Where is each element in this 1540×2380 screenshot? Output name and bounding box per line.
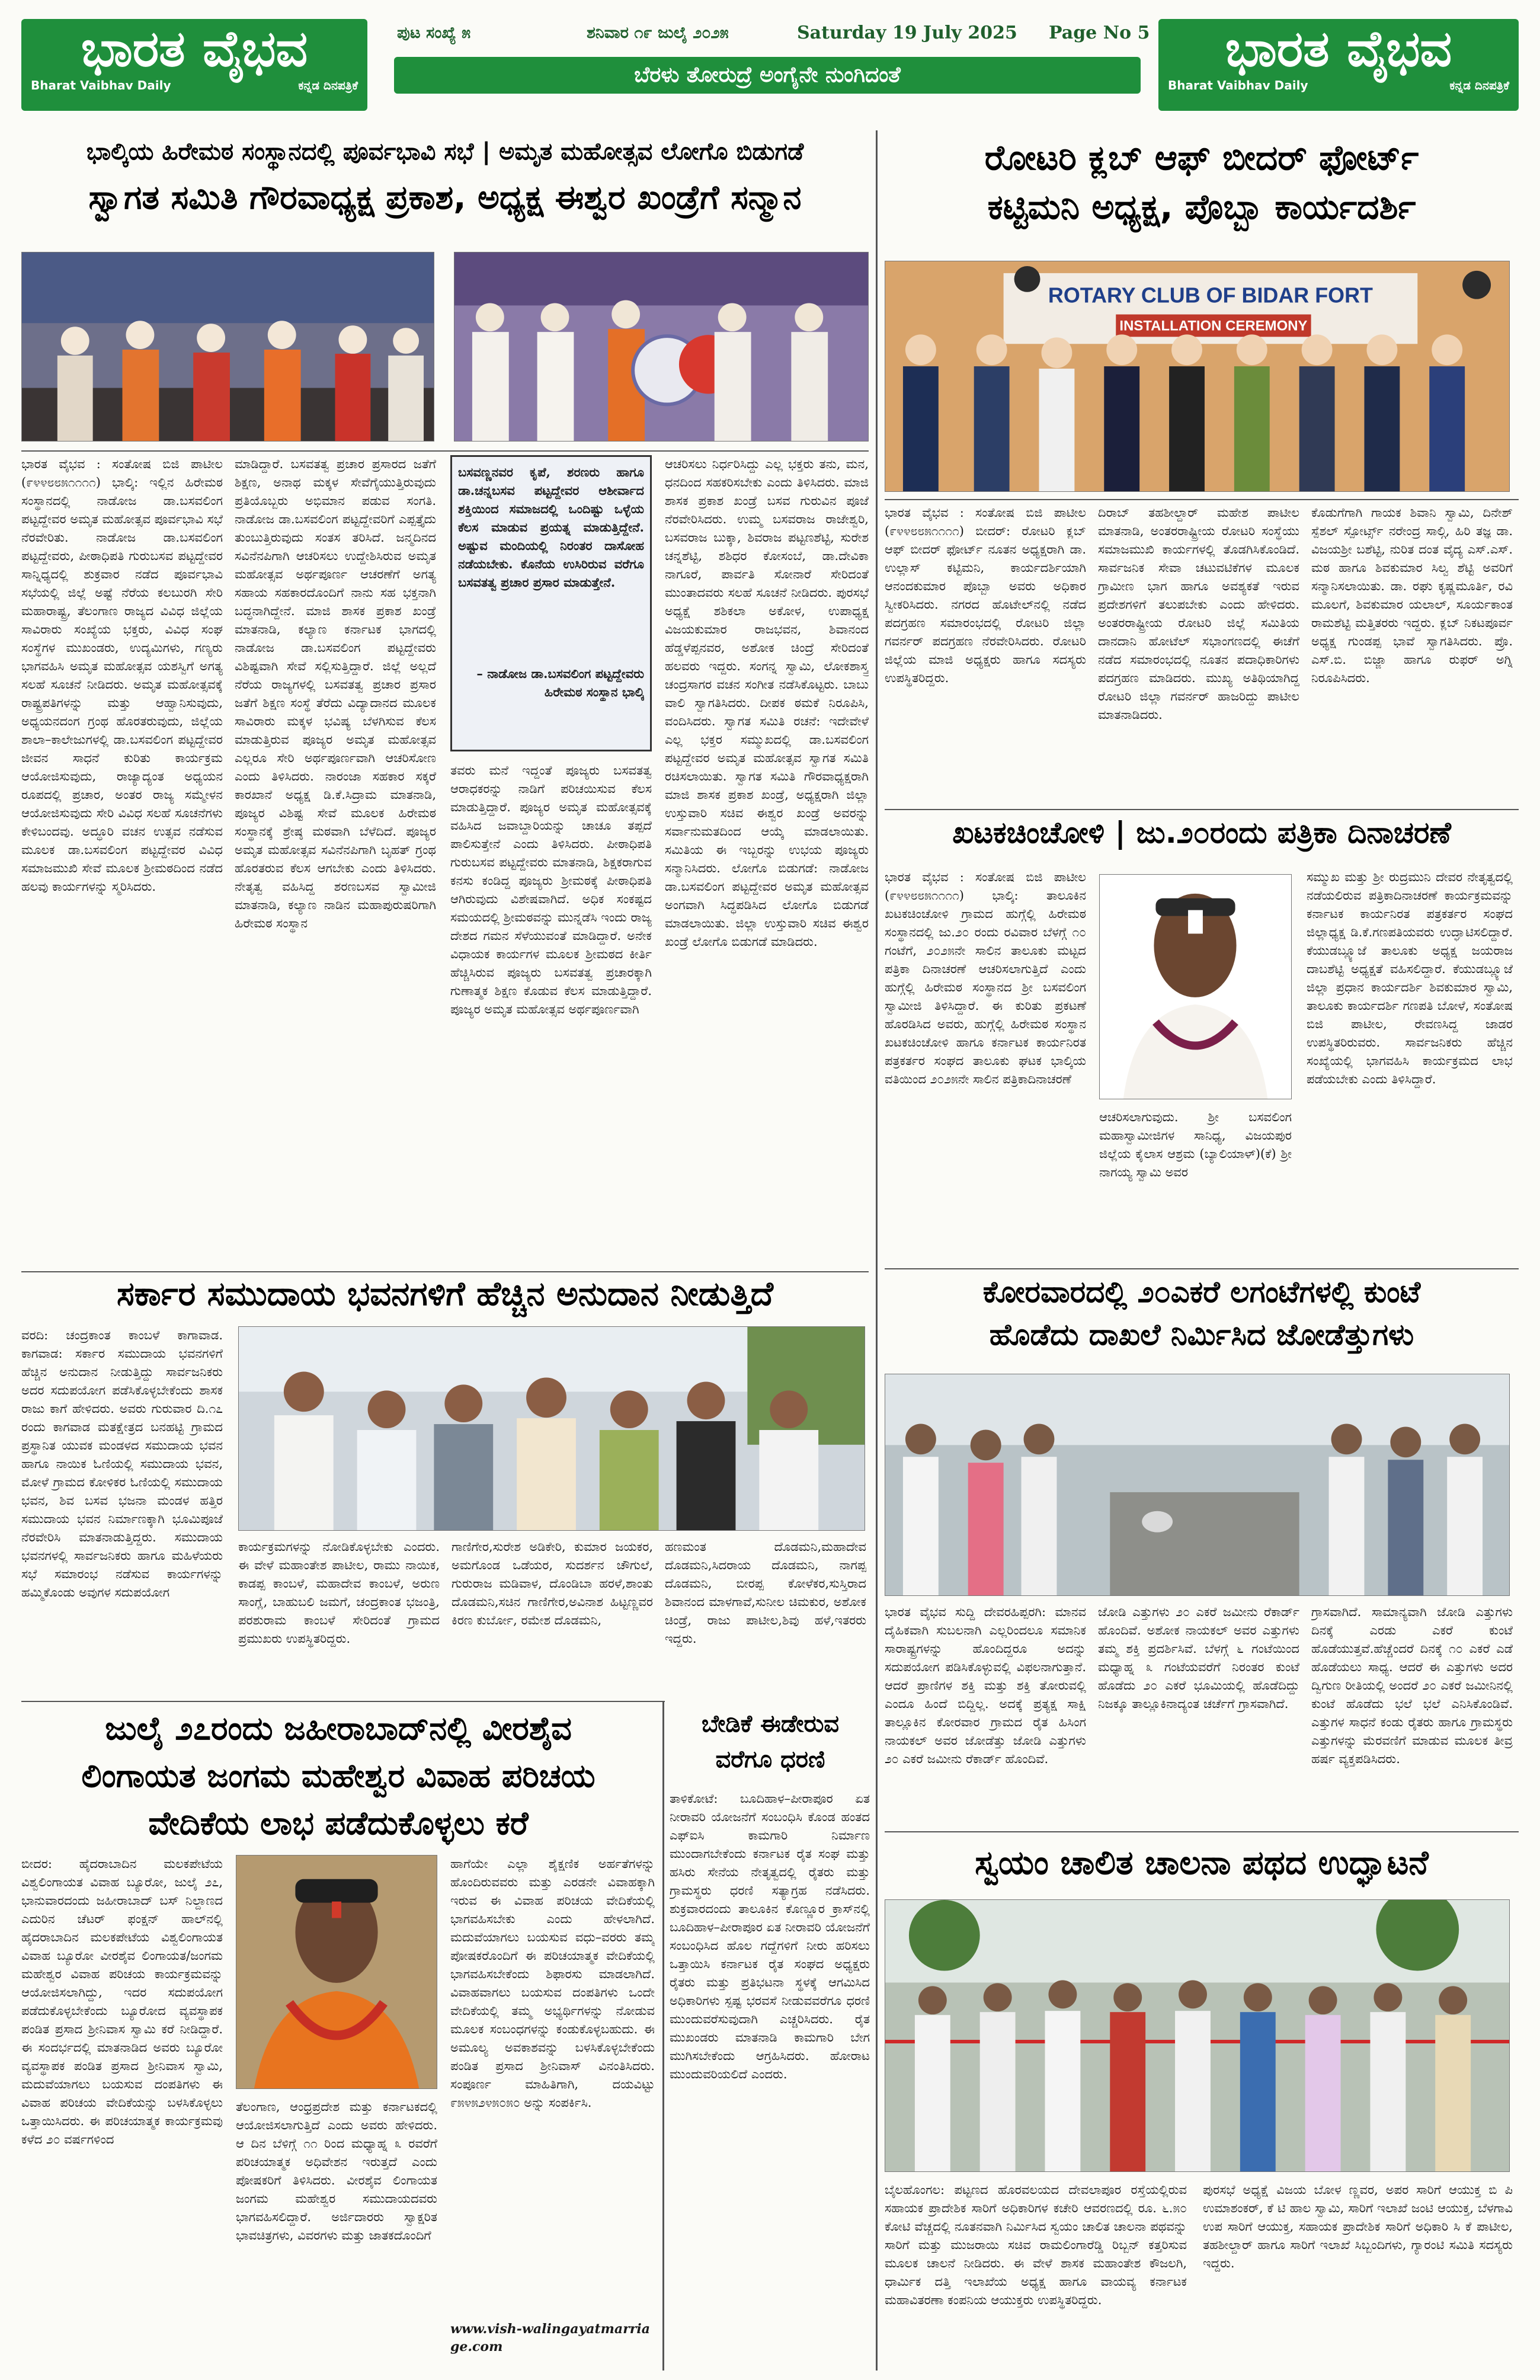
story4-col3: ಗಾಣಿಗೇರ,ಸುರೇಶ ಅಡಿಕೇರಿ, ಕುಮಾರ ಜಯಕರ, ಅಮಗೊಂಡ ಒಡೆಯರ, ಸುದರ್ಶನ ಚೌಗುಲೆ, ಗುರುರಾಜ ಮಡಿವಾಳ, ದೊಂಡಿಬಾ ಹರಳೆ,ಶಾಂತು ದೊಡಮನಿ,ಸಚಿನ ಗಾಣಿಗೇರ,ಅವಿನಾಶ ಹಿಟ್ಟಣ್ಣವರ ಕಿರಣ ಕುರ್ಬೋ, ರಮೇಶ ದೊಡಮನಿ, xyxy=(452,1540,653,1627)
story1-col2: ಮಾಡಿದ್ದಾರೆ. ಬಸವತತ್ವ ಪ್ರಚಾರ ಪ್ರಸಾರದ ಜತೆಗೆ ಶಿಕ್ಷಣ, ಅನಾಥ ಮಕ್ಕಳ ಸೇವೆಗೈಯುತ್ತಿರುವುದು ಪ್ರತಿಯೊಬ್ಬರು ಅಭಿಮಾನ ಪಡುವ ಸಂಗತಿ. ನಾಡೋಜ ಡಾ.ಬಸವಲಿಂಗ ಪಟ್ಟದ್ದೇವರಿಗೆ ಎಪ್ಪತ್ತೈದು ತುಂಬುತ್ತಿರುವುದು ಸಂತಸ ತರಿಸಿದೆ. ಜನ್ಮದಿನದ ಸವಿನೆನಪಿಗಾಗಿ ಆಚರಿಸಲು ಉದ್ದೇಶಿಸಿರುವ ಅಮೃತ ಮಹೋತ್ಸವ ಅರ್ಥಪೂರ್ಣ ಆಚರಣೆಗೆ ಅಗತ್ಯ ಸಹಾಯ ಸಹಕಾರದೊಂದಿಗೆ ನಾನು ಸಹ ಭಕ್ತನಾಗಿ ಬದ್ಧನಾಗಿದ್ದೇನೆ. ಮಾಜಿ ಶಾಸಕ ಪ್ರಕಾಶ ಖಂಡ್ರೆ ಮಾತನಾಡಿ, ಕಲ್ಯಾಣ ಕರ್ನಾಟಕ ಭಾಗದಲ್ಲಿ ನಾಡೋಜ ಡಾ.ಬಸವಲಿಂಗ ಪಟ್ಟದ್ದೇವರು ವಿಶಿಷ್ಟವಾಗಿ ಸೇವೆ ಸಲ್ಲಿಸುತ್ತಿದ್ದಾರೆ. ಜಿಲ್ಲೆ ಅಲ್ಲದೆ ನೆರೆಯ ರಾಜ್ಯಗಳಲ್ಲಿ ಬಸವತತ್ವ ಪ್ರಚಾರ ಪ್ರಸಾರ ಜತೆಗೆ ಶಿಕ್ಷಣ ಸಂಸ್ಥೆ ತೆರೆದು ವಿದ್ಯಾದಾನದ ಮೂಲಕ ಸಾವಿರಾರು ಮಕ್ಕಳ ಭವಿಷ್ಯ ಬೆಳಗಿಸುವ ಕೆಲಸ ಮಾಡುತ್ತಿರುವ ಪೂಜ್ಯರ ಅಮೃತ ಮಹೋತ್ಸವ ಎಲ್ಲರೂ ಸೇರಿ ಅರ್ಥಪೂರ್ಣವಾಗಿ ಆಚರಿಸೋಣ ಎಂದು ತಿಳಿಸಿದರು. ನಾರಂಜಾ ಸಹಕಾರ ಸಕ್ಕರೆ ಕಾರಖಾನೆ ಅಧ್ಯಕ್ಷ ಡಿ.ಕೆ.ಸಿದ್ರಾಮ ಮಾತನಾಡಿ, ಪೂಜ್ಯರ ವಿಶಿಷ್ಟ ಸೇವೆ ಮೂಲಕ ಹಿರೇಮಠ ಸಂಸ್ಥಾನಕ್ಕೆ ಶ್ರೇಷ್ಠ ಮಠವಾಗಿ ಬೆಳೆದಿದೆ. ಪೂಜ್ಯರ ಅಮೃತ ಮಹೋತ್ಸವ ಸವಿನೆನಪಿಗಾಗಿ ಬೃಹತ್ ಗ್ರಂಥ ಹೊರತರುವ ಕೆಲಸ ಆಗಬೇಕು ಎಂದು ತಿಳಿಸಿದರು. ನೇತೃತ್ವ ವಹಿಸಿದ್ದ ಶರಣಬಸವ ಸ್ವಾಮೀಜಿ ಮಾತನಾಡಿ, ಕಲ್ಯಾಣ ನಾಡಿನ ಮಹಾಪುರುಷರಿಗಾಗಿ ಹಿರೇಮಠ ಸಂಸ್ಥಾನ xyxy=(235,457,436,930)
issue-kannada-date: ಶನಿವಾರ ೧೯ ಜುಲೈ ೨೦೨೫ xyxy=(587,24,729,42)
story1-headline-1: ಭಾಲ್ಕಿಯ ಹಿರೇಮಠ ಸಂಸ್ಥಾನದಲ್ಲಿ ಪೂರ್ವಭಾವಿ ಸಭೆ | ಅಮೃತ ಮಹೋತ್ಸವ ಲೋಗೊ ಬಿಡುಗಡೆ xyxy=(86,138,804,165)
story7-divider xyxy=(662,1701,664,2371)
story3-headline: ಖಟಕಚಿಂಚೋಳಿ | ಜು.೨೦ರಂದು ಪತ್ರಿಕಾ ದಿನಾಚರಣೆ xyxy=(952,815,1451,850)
story4-headline: ಸರ್ಕಾರ ಸಮುದಾಯ ಭವನಗಳಿಗೆ ಹೆಚ್ಚಿನ ಅನುದಾನ ನೀಡುತ್ತಿದೆ xyxy=(116,1275,774,1313)
story8-col1: ಬೈಲಹೊಂಗಲ: ಪಟ್ಟಣದ ಹೊರವಲಯದ ದೇವಲಾಪೂರ ರಸ್ತೆಯಲ್ಲಿರುವ ಸಹಾಯಕ ಪ್ರಾದೇಶಿಕ ಸಾರಿಗೆ ಅಧಿಕಾರಿಗಳ ಕಚೇರಿ ಆವರಣದಲ್ಲಿ ರೂ. ೬.೫೦ ಕೋಟಿ ವೆಚ್ಚದಲ್ಲಿ ನೂತನವಾಗಿ ನಿರ್ಮಿಸಿದ ಸ್ವಯಂ ಚಾಲಿತ ಚಾಲನಾ ಪಥವನ್ನು ಸಾರಿಗೆ ಮತ್ತು ಮುಜರಾಯಿ ಸಚಿವ ರಾಮಲಿಂಗಾರೆಡ್ಡಿ ರಿಬ್ಬನ್ ಕತ್ತರಿಸುವ ಮೂಲಕ ಚಾಲನೆ ನೀಡಿದರು. ಈ ವೇಳೆ ಶಾಸಕ ಮಹಾಂತೇಶ ಕೌಜಲಗಿ, ಧಾರ್ಮಿಕ ದತ್ತಿ ಇಲಾಖೆಯ ಅಧ್ಯಕ್ಷ ಹಾಗೂ ವಾಯವ್ಯ ಕರ್ನಾಟಕ ಮಹಾವಿತರಣಾ ಕಂಪನಿಯ ಆಯುಕ್ತರು ಉಪಸ್ಥಿತರಿದ್ದರು. xyxy=(885,2183,1187,2307)
masthead-kannada-sub-right: ಕನ್ನಡ ದಿನಪತ್ರಿಕೆ xyxy=(1449,78,1509,92)
story1-photo-right xyxy=(454,252,869,442)
story2-headline-1: ರೋಟರಿ ಕ್ಲಬ್ ಆಫ್ ಬೀದರ್ ಫೋರ್ಟ್ xyxy=(984,137,1419,178)
story5-rule xyxy=(885,1268,1519,1269)
masthead-english-right: Bharat Vaibhav Daily xyxy=(1168,78,1308,92)
masthead-english: Bharat Vaibhav Daily xyxy=(31,78,171,92)
story4-col2: ಕಾರ್ಯಕ್ರಮಗಳನ್ನು ನೋಡಿಕೊಳ್ಳಬೇಕು ಎಂದರು. ಈ ವೇಳೆ ಮಹಾಂತೇಶ ಪಾಟೀಲ, ರಾಮು ನಾಯಿಕ, ಕಾಡಪ್ಪ ಕಾಂಬಳೆ, ಮಹಾದೇವ ಕಾಂಬಳೆ, ಅರುಣ ಸಾಂಗ್ಲೆ, ಬಾಹುಬಲಿ ಜಮಗೆ, ಚಂದ್ರಕಾಂತ ಭಜಂತ್ರಿ, ಪರಶುರಾಮ ಕಾಂಬಳೆ ಸೇರಿದಂತೆ ಗ್ರಾಮದ ಪ್ರಮುಖರು ಉಪಸ್ಥಿತರಿದ್ದರು. xyxy=(238,1540,440,1646)
masthead-right xyxy=(1158,19,1519,111)
story8-rule xyxy=(885,1831,1519,1832)
story4-photo xyxy=(238,1326,865,1531)
story1-col1: ಭಾರತ ವೈಭವ : ಸಂತೋಷ ಬಿಜಿ ಪಾಟೀಲ (೯೪೪೮೮೫೧೧೧೧) ಭಾಲ್ಕಿ: ಇಲ್ಲಿನ ಹಿರೇಮಠ ಸಂಸ್ಥಾನದಲ್ಲಿ ನಾಡೋಜ ಡಾ.ಬಸವಲಿಂಗ ಪಟ್ಟದ್ದೇವರ ಅಮೃತ ಮಹೋತ್ಸವ ಪೂರ್ವಭಾವಿ ಸಭೆ ನೆರವೇರಿತು. ನಾಡೋಜ ಡಾ.ಬಸವಲಿಂಗ ಪಟ್ಟದ್ದೇವರು, ಪೀಠಾಧಿಪತಿ ಗುರುಬಸವ ಪಟ್ಟದ್ದೇವರ ಸಾನ್ನಿಧ್ಯದಲ್ಲಿ ಶುಕ್ರವಾರ ನಡೆದ ಪೂರ್ವಭಾವಿ ಸಭೆಯಲ್ಲಿ ಜಿಲ್ಲೆ ಅಷ್ಟೆ ನೆರೆಯ ಕಲಬುರಗಿ ಸೇರಿ ಮಹಾರಾಷ್ಟ್ರ, ತೆಲಂಗಾಣ ರಾಜ್ಯದ ವಿವಿಧ ಜಿಲ್ಲೆಯ ಸಾವಿರಾರು ಸಂಖ್ಯೆಯ ಭಕ್ತರು, ವಿವಿಧ ಸಂಘ ಸಂಸ್ಥೆಗಳ ಮುಖಂಡರು, ಉದ್ಯಮಿಗಳು, ಗಣ್ಯರು ಭಾಗವಹಿಸಿ ಅಮೃತ ಮಹೋತ್ಸವ ಯಶಸ್ವಿಗೆ ಅಗತ್ಯ ಸಲಹೆ ಸೂಚನೆ ನೀಡಿದರು. ಅಮೃತ ಮಹೋತ್ಸವಕ್ಕೆ ರಾಷ್ಟ್ರಪತಿಗಳನ್ನು ಮತ್ತು ಆಹ್ವಾನಿಸುವುದು, ಅಧ್ಯಯನದಂಗ ಗ್ರಂಥ ಹೊರತರುವುದು, ಜಿಲ್ಲೆಯ ಶಾಲಾ–ಕಾಲೇಜುಗಳಲ್ಲಿ ಡಾ.ಬಸವಲಿಂಗ ಪಟ್ಟದ್ದೇವರ ಜೀವನ ಸಾಧನೆ ಕುರಿತು ಕಾರ್ಯಕ್ರಮ ಆಯೋಜಿಸುವುದು, ರಾಜ್ಯಾದ್ಯಂತ ಅಧ್ಯಯನ ರೂಪದಲ್ಲಿ ಪ್ರಚಾರ, ಅಂತರ ರಾಜ್ಯ ಸಮ್ಮೇಳನ ಆಯೋಜಿಸುವುದು ಸೇರಿ ವಿವಿಧ ಸಲಹೆ ಸೂಚನೆಗಳು ಕೇಳಿಬಂದವು. ಅದ್ಧೂರಿ ವಚನ ಉತ್ಸವ ನಡೆಸುವ ಮೂಲಕ ಡಾ.ಬಸವಲಿಂಗ ಪಟ್ಟದ್ದೇವರ ವಿವಿಧ ಸಮಾಜಮುಖಿ ಸೇವೆ ಮೂಲಕ ಶ್ರೀಮಠದಿಂದ ನಡೆದ ಹಲವು ಕಾರ್ಯಗಳನ್ನು ಸ್ಮರಿಸಿದರು. xyxy=(21,457,223,894)
story6-portrait xyxy=(236,1855,437,2089)
story5-headline-2: ಹೊಡೆದು ದಾಖಲೆ ನಿರ್ಮಿಸಿದ ಜೋಡೆತ್ತುಗಳು xyxy=(989,1317,1414,1352)
story6-website: www.vish-walingayatmarriage.com xyxy=(450,2321,650,2355)
story8-headline: ಸ್ವಯಂ ಚಾಲಿತ ಚಾಲನಾ ಪಥದ ಉದ್ಘಾಟನೆ xyxy=(975,1844,1429,1882)
story1-col4: ಆಚರಿಸಲು ನಿರ್ಧರಿಸಿದ್ದು ಎಲ್ಲ ಭಕ್ತರು ತನು, ಮನ, ಧನದಿಂದ ಸಹಕರಿಸಬೇಕು ಎಂದು ತಿಳಿಸಿದರು. ಮಾಜಿ ಶಾಸಕ ಪ್ರಕಾಶ ಖಂಡ್ರೆ ಬಸವ ಗುರುವಿನ ಪೂಜೆ ನೆರವೇರಿಸಿದರು. ಉಮ್ಮ ಬಸವರಾಜ ರಾಜೇಶ್ವರಿ, ಬಸವರಾಜ ಬುಕ್ಕಾ, ಶಿವರಾಜ ಪಟ್ಟಣಶೆಟ್ಟಿ, ಸುರೇಶ ಚನ್ನಶೆಟ್ಟಿ, ಶಶಿಧರ ಕೋಸಂಬೆ, ಡಾ.ದೇವಿಕಾ ನಾಗೂರೆ, ಪಾರ್ವತಿ ಸೋನಾರೆ ಸೇರಿದಂತೆ ಮುಂತಾದವರು ಸಲಹೆ ಸೂಚನೆ ನೀಡಿದರು. ಪುರಸಭೆ ಅಧ್ಯಕ್ಷೆ ಶಶಿಕಲಾ ಅಕೋಳ, ಉಪಾಧ್ಯಕ್ಷ ವಿಜಯಕುಮಾರ ರಾಜಭವನ, ಶಿವಾನಂದ ಹೆಡ್ಡಳೆಪ್ಪನವರ, ಅಶೋಕ ಚಿಂದ್ರೆ ಸೇರಿದಂತೆ ಹಲವರು ಇದ್ದರು. ಸಂಗನ್ನ ಸ್ವಾಮಿ, ಲೋಕಶಾಸ್ತ್ರ ಚಂದ್ರಸಾಗರ ವಚನ ಸಂಗೀತ ನಡೆಸಿಕೊಟ್ಟರು. ಬಾಬು ವಾಲಿ ಸ್ವಾಗತಿಸಿದರು. ದೀಪಕ ಠಮಕೆ ನಿರೂಪಿಸಿ, ವಂದಿಸಿದರು. ಸ್ವಾಗತ ಸಮಿತಿ ರಚನೆ: ಇದೇವೇಳೆ ಎಲ್ಲ ಭಕ್ತರ ಸಮ್ಮುಖದಲ್ಲಿ ಡಾ.ಬಸವಲಿಂಗ ಪಟ್ಟದ್ದೇವರ ಅಮೃತ ಮಹೋತ್ಸವ ಸ್ವಾಗತ ಸಮಿತಿ ರಚಿಸಲಾಯಿತು. ಸ್ವಾಗತ ಸಮಿತಿ ಗೌರವಾಧ್ಯಕ್ಷರಾಗಿ ಮಾಜಿ ಶಾಸಕ ಪ್ರಕಾಶ ಖಂಡ್ರೆ, ಅಧ್ಯಕ್ಷರಾಗಿ ಜಿಲ್ಲಾ ಉಸ್ತುವಾರಿ ಸಚಿವ ಈಶ್ವರ ಖಂಡ್ರೆ ಅವರನ್ನು ಸರ್ವಾನುಮತದಿಂದ ಆಯ್ಕೆ ಮಾಡಲಾಯಿತು. ಸಮಿತಿಯ ಈ ಇಬ್ಬರನ್ನು ಉಭಯ ಪೂಜ್ಯರು ಸನ್ಮಾನಿಸಿದರು. ಲೋಗೊ ಬಿಡುಗಡೆ: ನಾಡೋಜ ಡಾ.ಬಸವಲಿಂಗ ಪಟ್ಟದ್ದೇವರ ಅಮೃತ ಮಹೋತ್ಸವ ಅಂಗವಾಗಿ ಸಿದ್ಧಪಡಿಸಿದ ಲೋಗೊ ಬಿಡುಗಡೆ ಮಾಡಲಾಯಿತು. ಜಿಲ್ಲಾ ಉಸ್ತುವಾರಿ ಸಚಿವ ಈಶ್ವರ ಖಂಡ್ರೆ ಲೋಗೊ ಬಿಡುಗಡೆ ಮಾಡಿದರು. xyxy=(665,457,869,949)
story5-photo xyxy=(885,1374,1510,1596)
story3-col2-tail: ಆಚರಿಸಲಾಗುವುದು. ಶ್ರೀ ಬಸವಲಿಂಗ ಮಹಾಸ್ವಾಮೀಜಿಗಳ ಸಾನಿಧ್ಯ, ವಿಜಯಪುರ ಜಿಲ್ಲೆಯ ಕೈಲಾಸ ಆಶ್ರಮ (ಬ್ಯಾಲಿಯಾಳ್)(ಕೆ) ಶ್ರೀ ನಾಗಯ್ಯ ಸ್ವಾಮಿ ಅವರ xyxy=(1099,1110,1292,1179)
story5-col1: ಭಾರತ ವೈಭವ ಸುದ್ದಿ ದೇವರಹಿಪ್ಪರಗಿ: ಮಾನವ ದೈಹಿಕವಾಗಿ ಸುಬಲನಾಗಿ ಎಲ್ಲರಿಂದಲೂ ಸಮಾನಿಕ ಸಾರಾಷ್ಟ್ರಗಳನ್ನು ಹೊಂದಿದ್ದರೂ ಅದನ್ನು ಸದುಪಯೋಗ ಪಡಿಸಿಕೊಳ್ಳುವಲ್ಲಿ ವಿಫಲನಾಗುತ್ತಾನೆ. ಆದರೆ ಪ್ರಾಣಿಗಳ ಶಕ್ತಿ ಮತ್ತು ಶಕ್ತಿ ತೋರುವಲ್ಲಿ ಎಂದೂ ಹಿಂದೆ ಬಿದ್ದಿಲ್ಲ. ಅದಕ್ಕೆ ಪ್ರತ್ಯಕ್ಷ ಸಾಕ್ಷಿ ತಾಲ್ಲೂಕಿನ ಕೋರವಾರ ಗ್ರಾಮದ ರೈತ ಹಿಸಿಂಗ ನಾಯಕಲ್ ಅವರ ಜೋಡೆತ್ತು ಜೋಡಿ ಎತ್ತುಗಳು ೨೦ ಎಕರೆ ಜಮೀನು ರೆಕಾರ್ಡ್ ಹೊಂದಿವೆ. xyxy=(885,1605,1086,1766)
story7-headline-1: ಬೇಡಿಕೆ ಈಡೇರುವ xyxy=(701,1710,840,1738)
masthead-left xyxy=(21,19,367,111)
issue-volume: ಪುಟ ಸಂಖ್ಯೆ ೫ xyxy=(397,24,471,42)
issue-english-date: Saturday 19 July 2025 xyxy=(797,23,1017,43)
story4-rule xyxy=(21,1271,869,1272)
story6-headline-1: ಜುಲೈ ೨೭ರಂದು ಜಹೀರಾಬಾದ್‌ನಲ್ಲಿ ವೀರಶೈವ xyxy=(105,1710,572,1747)
story5-col3: ಗ್ರಾಸವಾಗಿದೆ. ಸಾಮಾನ್ಯವಾಗಿ ಜೋಡಿ ಎತ್ತುಗಳು ದಿನಕ್ಕೆ ಎರಡು ಎಕರೆ ಕುಂಟೆ ಹೊಡೆಯುತ್ತವೆ.ಹೆಚ್ಚೆಂದರೆ ದಿನಕ್ಕೆ ೧೦ ಎಕರೆ ಎಡೆ ಹೊಡೆಯಲು ಸಾಧ್ಯ. ಆದರೆ ಈ ಎತ್ತುಗಳು ಅದರ ದ್ವಿಗುಣ ರೀತಿಯಲ್ಲಿ ಅಂದರೆ ೨೦ ಎಕರೆ ಜಮೀನಿನಲ್ಲಿ ಕುಂಟೆ ಹೊಡೆದು ಭಲೆ ಭಲೆ ಎನಿಸಿಕೊಂಡಿವೆ. ಎತ್ತುಗಳ ಸಾಧನೆ ಕಂಡು ರೈತರು ಹಾಗೂ ಗ್ರಾಮಸ್ಥರು ಎತ್ತುಗಳನ್ನು ಮೆರವಣಿಗೆ ಮಾಡುವ ಮೂಲಕ ತೀವ್ರ ಹರ್ಷ ವ್ಯಕ್ತಪಡಿಸಿದರು. xyxy=(1311,1605,1513,1766)
story3-col3: ಸಮ್ಮುಖ ಮತ್ತು ಶ್ರೀ ರುದ್ರಮುನಿ ದೇವರ ನೇತೃತ್ವದಲ್ಲಿ ನಡೆಯಲಿರುವ ಪತ್ರಿಕಾದಿನಾಚರಣೆ ಕಾರ್ಯಕ್ರಮವನ್ನು ಕರ್ನಾಟಕ ಕಾರ್ಯನಿರತ ಪತ್ರಕರ್ತರ ಸಂಘದ ಜಿಲ್ಲಾಧ್ಯಕ್ಷ ಡಿ.ಕೆ.ಗಣಪತಿಯವರು ಉದ್ಘಾಟಿಸಲಿದ್ದಾರೆ. ಕೆಯುಡಬ್ಲ್ಯೂಜೆ ತಾಲೂಕು ಅಧ್ಯಕ್ಷ ಜಯರಾಜ ದಾಬಶೆಟ್ಟಿ ಅಧ್ಯಕ್ಷತೆ ವಹಿಸಲಿದ್ದಾರೆ. ಕೆಯುಡಬ್ಲ್ಯೂಜೆ ಜಿಲ್ಲಾ ಪ್ರಧಾನ ಕಾರ್ಯದರ್ಶಿ ಶಿವಕುಮಾರ ಸ್ವಾಮಿ, ತಾಲೂಕು ಕಾರ್ಯದರ್ಶಿ ಗಣಪತಿ ಬೋಳೆ, ಸಂತೋಷ ಬಿಜಿ ಪಾಟೀಲ, ರೇವಣಸಿದ್ದ ಜಾಡರ ಉಪಸ್ಥಿತರಿರುವರು. ಸಾರ್ವಜನಿಕರು ಹೆಚ್ಚಿನ ಸಂಖ್ಯೆಯಲ್ಲಿ ಭಾಗವಹಿಸಿ ಕಾರ್ಯಕ್ರಮದ ಲಾಭ ಪಡೆಯಬೇಕು ಎಂದು ತಿಳಿಸಿದ್ದಾರೆ. xyxy=(1307,870,1513,1086)
story6-col1: ಬೀದರ: ಹೈದರಾಬಾದಿನ ಮಲಕಪೇಟೆಯ ವಿಶ್ವಲಿಂಗಾಯತ ವಿವಾಹ ಬ್ಯೂರೋ, ಜುಲೈ ೨೭, ಭಾನುವಾರದಂದು ಜಹೀರಾಬಾದ್ ಬಸ್ ನಿಲ್ದಾಣದ ಎದುರಿನ ಚೆಟರ್ ಫಂಕ್ಷನ್ ಹಾಲ್‌ನಲ್ಲಿ ಹೈದರಾಬಾದಿನ ಮಲಕಪೇಟೆಯ ವಿಶ್ವಲಿಂಗಾಯತ ವಿವಾಹ ಬ್ಯೂರೋ ವೀರಶೈವ ಲಿಂಗಾಯತ/ಜಂಗಮ ಮಹೇಶ್ವರ ವಿವಾಹ ಪರಿಚಯ ಕಾರ್ಯಕ್ರಮವನ್ನು ಆಯೋಜಿಸಲಾಗಿದ್ದು, ಇದರ ಸದುಪಯೋಗ ಪಡೆದುಕೊಳ್ಳಬೇಕೆಂದು ಬ್ಯೂರೋದ ವ್ಯವಸ್ಥಾಪಕ ಪಂಡಿತ ಪ್ರಸಾದ ಶ್ರೀನಿವಾಸ ಸ್ವಾಮಿ ಕರೆ ನೀಡಿದ್ದಾರೆ. ಈ ಸಂದರ್ಭದಲ್ಲಿ ಮಾತನಾಡಿದ ಅವರು ಬ್ಯೂರೋ ವ್ಯವಸ್ಥಾಪಕ ಪಂಡಿತ ಪ್ರಸಾದ ಶ್ರೀನಿವಾಸ ಸ್ವಾಮಿ, ಮದುವೆಯಾಗಲು ಬಯಸುವ ದಂಪತಿಗಳು ಈ ವಿವಾಹ ಪರಿಚಯ ವೇದಿಕೆಯನ್ನು ಬಳಸಿಕೊಳ್ಳಲು ಒತ್ತಾಯಿಸಿದರು. ಈ ಪರಿಚಯಾತ್ಮಕ ಕಾರ್ಯಕ್ರಮವು ಕಳೆದ ೨೦ ವರ್ಷಗಳಿಂದ xyxy=(21,1857,223,2147)
story4-col4: ಹಣಮಂತ ದೊಡಮನಿ,ಮಹಾದೇವ ದೊಡಮನಿ,ಸಿದರಾಯ ದೊಡಮನಿ, ನಾಗಪ್ಪ ದೊಡಮನಿ, ಬೀರಪ್ಪ ಕೋಳೆಕರ,ಸುಸ್ತಿರಾದ ಶಿವಾನಂದ ಮಾಳಗಾವೆ,ಸುನೀಲ ಚಿಮಕುರ, ಅಶೋಕ ಚಿಂಡ್ರೆ, ರಾಜು ಪಾಟೀಲ,ಶಿವು ಹಳೆ,ಇತರರು ಇದ್ದರು. xyxy=(665,1540,866,1646)
story6-rule xyxy=(21,1701,665,1702)
story2-col2: ದಿರಾಬ್ ತಹಶೀಲ್ದಾರ್ ಮಹೇಶ ಪಾಟೀಲ ಮಾತನಾಡಿ, ಅಂತರರಾಷ್ಟ್ರೀಯ ರೋಟರಿ ಸಂಸ್ಥೆಯು ಸಮಾಜಮುಖಿ ಕಾರ್ಯಗಳಲ್ಲಿ ತೊಡಗಿಸಿಕೊಂಡಿದೆ. ಸಾರ್ವಜನಿಕ ಸೇವಾ ಚಟುವಟಿಕೆಗಳ ಮೂಲಕ ಗ್ರಾಮೀಣ ಭಾಗ ಹಾಗೂ ಅವಶ್ಯಕತೆ ಇರುವ ಪ್ರದೇಶಗಳಿಗೆ ತಲುಪಬೇಕು ಎಂದು ಹೇಳಿದರು. ಅಂತರರಾಷ್ಟ್ರೀಯ ರೋಟರಿ ಜಿಲ್ಲೆ ಸಮಿತಿಯ ದಾನದಾನಿ ಹೋಟೆಲ್ ಸಭಾಂಗಣದಲ್ಲಿ ಈಚೆಗೆ ನಡೆದ ಸಮಾರಂಭದಲ್ಲಿ ನೂತನ ಪದಾಧಿಕಾರಿಗಳು ಪದಗ್ರಹಣ ಮಾಡಿದರು. ಮುಖ್ಯ ಅತಿಥಿಯಾಗಿದ್ದ ರೋಟರಿ ಜಿಲ್ಲಾ ಗವರ್ನರ್ ಹಾಜರಿದ್ದು ಪಾಟೀಲ ಮಾತನಾಡಿದರು. xyxy=(1098,506,1299,722)
story2-banner-text: ROTARY CLUB OF BIDAR FORT xyxy=(1048,283,1373,308)
story1-quote-text: ಬಸವಣ್ಣನವರ ಕೃಪೆ, ಶರಣರು ಹಾಗೂ ಡಾ.ಚನ್ನಬಸವ ಪಟ್ಟದ್ದೇವರ ಆಶೀರ್ವಾದ ಶಕ್ತಿಯಿಂದ ಸಮಾಜದಲ್ಲಿ ಒಂದಿಷ್ಟು ಒಳ್ಳೆಯ ಕೆಲಸ ಮಾಡುವ ಪ್ರಯತ್ನ ಮಾಡುತ್ತಿದ್ದೇನೆ. ಅಷ್ಟುವ ಮಂದಿಯಲ್ಲಿ ನಿರಂತರ ದಾಸೋಹ ನಡೆಯಬೇಕು. ಕೊನೆಯ ಉಸಿರಿರುವ ವರೆಗೂ ಬಸವತತ್ವ ಪ್ರಚಾರ ಪ್ರಸಾರ ಮಾಡುತ್ತೇನೆ. xyxy=(458,465,644,590)
story2-banner-sub: INSTALLATION CEREMONY xyxy=(1119,318,1308,334)
tagline-bar: ಬೆರಳು ತೋರುದ್ರೆ ಅಂಗೈನೇ ನುಂಗಿದಂತೆ xyxy=(394,57,1141,94)
vertical-divider xyxy=(876,130,878,2371)
story7-headline-2: ವರೆಗೂ ಧರಣಿ xyxy=(715,1746,825,1773)
story1-quote-byline: – ನಾಡೋಜ ಡಾ.ಬಸವಲಿಂಗ ಪಟ್ಟದ್ದೇವರು ಹಿರೇಮಠ ಸಂಸ್ಥಾನ ಭಾಲ್ಕಿ xyxy=(476,666,644,699)
story2-photo xyxy=(885,261,1510,492)
story5-col2: ಜೋಡಿ ಎತ್ತುಗಳು ೨೦ ಎಕರೆ ಜಮೀನು ರೆಕಾರ್ಡ್ ಹೊಂದಿವೆ. ಅಶೋಕ ನಾಯಕಲ್ ಅವರ ಎತ್ತುಗಳು ತಮ್ಮ ಶಕ್ತಿ ಪ್ರದರ್ಶಿಸಿವೆ. ಬೆಳಗ್ಗೆ ೬ ಗಂಟೆಯಿಂದ ಮಧ್ಯಾಹ್ನ ೩ ಗಂಟೆಯವರೆಗೆ ನಿರಂತರ ಕುಂಟೆ ಹೊಡೆದು ೨೦ ಎಕರೆ ಭೂಮಿಯಲ್ಲಿ ಹೊಡೆದಿದ್ದು ನಿಜಕ್ಕೂ ತಾಲ್ಲೂಕಿನಾದ್ಯಂತ ಚರ್ಚೆಗೆ ಗ್ರಾಸವಾಗಿದೆ. xyxy=(1098,1605,1299,1711)
masthead-title-right: ಭಾರತ ವೈಭವ xyxy=(1225,19,1452,78)
story3-portrait xyxy=(1099,874,1292,1099)
story2-col3: ಕೊಡುಗೆಗಾಗಿ ಗಾಯಕ ಶಿವಾನಿ ಸ್ವಾಮಿ, ದಿನೇಶ್ ಸ್ಪೆಶಲ್ ಸ್ಪೋರ್ಟ್ಸ್ ನರೇಂದ್ರ ಸಾಲ್ಗಿ, ಹಿರಿ ತಜ್ಞ ಡಾ. ವಿಜಯಶ್ರೀ ಬಶೆಟ್ಟಿ, ನುರಿತ ದಂತ ವೈದ್ಯ ಎಸ್.ಎಸ್. ಮಠ ಹಾಗೂ ಶಿವಕುಮಾರ ಸಿಲ್ವ ಶೆಟ್ಟಿ ಅವರಿಗೆ ಸನ್ಮಾನಿಸಲಾಯಿತು. ಡಾ. ರಘು ಕೃಷ್ಣಮೂರ್ತಿ, ರವಿ ಮೂಲಗೆ, ಶಿವಕುಮಾರ ಯಲಾಲ್, ಸೂರ್ಯಕಾಂತ ರಾಮಶೆಟ್ಟಿ ಮತ್ತಿತರರು ಇದ್ದರು. ಕ್ಲಬ್ ನಿಕಟಪೂರ್ವ ಅಧ್ಯಕ್ಷ ಗುಂಡಪ್ಪ ಭಾವೆ ಸ್ವಾಗತಿಸಿದರು. ಪ್ರೊ. ಎಸ್.ಬಿ. ಬಿಜ್ಜಾ ಹಾಗೂ ರುಫರ್ ಅಗ್ನಿ ನಿರೂಪಿಸಿದರು. xyxy=(1311,506,1513,685)
masthead-kannada-sub: ಕನ್ನಡ ದಿನಪತ್ರಿಕೆ xyxy=(298,78,358,92)
story1-rule xyxy=(21,450,869,452)
story1-quote-box xyxy=(450,455,652,751)
story7-col1: ತಾಳಿಕೋಟೆ: ಬೂದಿಹಾಳ–ಪೀರಾಪೂರ ಏತ ನೀರಾವರಿ ಯೋಜನೆಗೆ ಸಂಬಂಧಿಸಿ ಕೊಂಡ ಹಂತದ ಎಫ್‌ಐಸಿ ಕಾಮಗಾರಿ ನಿರ್ಮಾಣ ಮುಂದಾಗಬೇಕೆಂದು ಕರ್ನಾಟಕ ರೈತ ಸಂಘ ಮತ್ತು ಹಸಿರು ಸೇನೆಯ ನೇತೃತ್ವದಲ್ಲಿ ರೈತರು ಮತ್ತು ಗ್ರಾಮಸ್ಥರು ಧರಣಿ ಸತ್ಯಾಗ್ರಹ ನಡೆಸಿದರು. ಶುಕ್ರವಾರದಂದು ತಾಲೂಕಿನ ಕೊಣ್ಣೂರ ಕ್ರಾಸ್‌ನಲ್ಲಿ ಬೂದಿಹಾಳ–ಪೀರಾಪೂರ ಏತ ನೀರಾವರಿ ಯೋಜನೆಗೆ ಸಂಬಂಧಿಸಿದ ಹೊಲ ಗದ್ದೆಗಳಿಗೆ ನೀರು ಹರಿಸಲು ಒತ್ತಾಯಿಸಿ ಕರ್ನಾಟಕ ರೈತ ಸಂಘದ ಅಧ್ಯಕ್ಷರು ರೈತರು ಮತ್ತು ಪ್ರತಿಭಟನಾ ಸ್ಥಳಕ್ಕೆ ಆಗಮಿಸಿದ ಅಧಿಕಾರಿಗಳು ಸ್ಪಷ್ಟ ಭರವಸೆ ನೀಡುವವರೆಗೂ ಧರಣಿ ಮುಂದುವರೆಸುವುದಾಗಿ ಎಚ್ಚರಿಸಿದರು. ರೈತ ಮುಖಂಡರು ಮಾತನಾಡಿ ಕಾಮಗಾರಿ ಬೇಗ ಮುಗಿಸಬೇಕೆಂದು ಆಗ್ರಹಿಸಿದರು. ಹೋರಾಟ ಮುಂದುವರಿಯಲಿದೆ ಎಂದರು. xyxy=(670,1792,870,2081)
story2-headline-2: ಕಟ್ಟಿಮನಿ ಅಧ್ಯಕ್ಷ, ಪೊಬ್ಬಾ ಕಾರ್ಯದರ್ಶಿ xyxy=(987,187,1416,227)
story1-headline-2: ಸ್ವಾಗತ ಸಮಿತಿ ಗೌರವಾಧ್ಯಕ್ಷ ಪ್ರಕಾಶ, ಅಧ್ಯಕ್ಷ ಈಶ್ವರ ಖಂಡ್ರೆಗೆ ಸನ್ಮಾನ xyxy=(88,178,802,217)
story6-headline-3: ವೇದಿಕೆಯ ಲಾಭ ಪಡೆದುಕೊಳ್ಳಲು ಕರೆ xyxy=(148,1805,529,1842)
story8-col2: ಪುರಸಭೆ ಅಧ್ಯಕ್ಷೆ ವಿಜಯ ಬೋಳ ಣ್ಣವರ, ಅಪರ ಸಾರಿಗೆ ಆಯುಕ್ತ ಬಿ ಪಿ ಉಮಾಶಂಕರ್, ಕೆ ಟಿ ಹಾಲ ಸ್ವಾಮಿ, ಸಾರಿಗೆ ಇಲಾಖೆ ಜಂಟಿ ಆಯುಕ್ತ, ಬೆಳಗಾವಿ ಉಪ ಸಾರಿಗೆ ಆಯುಕ್ತ, ಸಹಾಯಕ ಪ್ರಾದೇಶಿಕ ಸಾರಿಗೆ ಅಧಿಕಾರಿ ಸಿ ಕೆ ಪಾಟೀಲ, ತಹಶೀಲ್ದಾರ್ ಹಾಗೂ ಸಾರಿಗೆ ಇಲಾಖೆ ಸಿಬ್ಬಂದಿಗಳು, ಗ್ಯಾರಂಟಿ ಸಮಿತಿ ಸದಸ್ಯರು ಇದ್ದರು. xyxy=(1203,2183,1513,2270)
story6-col3: ಹಾಗೆಯೇ ಎಲ್ಲಾ ಶೈಕ್ಷಣಿಕ ಅರ್ಹತೆಗಳನ್ನು ಹೊಂದಿರುವವರು ಮತ್ತು ಎರಡನೇ ವಿವಾಹಕ್ಕಾಗಿ ಇರುವ ಈ ವಿವಾಹ ಪರಿಚಯ ವೇದಿಕೆಯಲ್ಲಿ ಭಾಗವಹಿಸಬೇಕು ಎಂದು ಹೇಳಲಾಗಿದೆ. ಮದುವೆಯಾಗಲು ಬಯಸುವ ವಧು–ವರರು ತಮ್ಮ ಪೋಷಕರೊಂದಿಗೆ ಈ ಪರಿಚಯಾತ್ಮಕ ವೇದಿಕೆಯಲ್ಲಿ ಭಾಗವಹಿಸಬೇಕೆಂದು ಶಿಫಾರಸು ಮಾಡಲಾಗಿದೆ. ವಿವಾಹವಾಗಲು ಬಯಸುವ ದಂಪತಿಗಳು ಒಂದೇ ವೇದಿಕೆಯಲ್ಲಿ ತಮ್ಮ ಅಭ್ಯರ್ಥಿಗಳನ್ನು ನೋಡುವ ಮೂಲಕ ಸಂಬಂಧಗಳನ್ನು ಕಂಡುಕೊಳ್ಳಬಹುದು. ಈ ಅಮೂಲ್ಯ ಅವಕಾಶವನ್ನು ಬಳಸಿಕೊಳ್ಳಬೇಕೆಂದು ಪಂಡಿತ ಪ್ರಸಾದ ಶ್ರೀನಿವಾಸ್ ವಿನಂತಿಸಿದರು. ಸಂಪೂರ್ಣ ಮಾಹಿತಿಗಾಗಿ, ದಯವಿಟ್ಟು ೯೫೪೫೨೪೫೦೫೦ ಅನ್ನು ಸಂಪರ್ಕಿಸಿ. xyxy=(450,1857,655,2110)
story6-col2-tail: ತೆಲಂಗಾಣ, ಆಂಧ್ರಪ್ರದೇಶ ಮತ್ತು ಕರ್ನಾಟಕದಲ್ಲಿ ಆಯೋಜಿಸಲಾಗುತ್ತಿದೆ ಎಂದು ಅವರು ಹೇಳಿದರು. ಆ ದಿನ ಬೆಳಿಗ್ಗೆ ೧೧ ರಿಂದ ಮಧ್ಯಾಹ್ನ ೩ ರವರೆಗೆ ಪರಿಚಯಾತ್ಮಕ ಅಧಿವೇಶನ ಇರುತ್ತದೆ ಎಂದು ಪೋಷಕರಿಗೆ ತಿಳಿಸಿದರು. ವೀರಶೈವ ಲಿಂಗಾಯತ ಜಂಗಮ ಮಹೇಶ್ವರ ಸಮುದಾಯದವರು ಭಾಗವಹಿಸಲಿದ್ದಾರೆ. ಅರ್ಜಿದಾರರು ಸ್ವಾಕ್ಷರಿತ ಭಾವಚಿತ್ರಗಳು, ವಿವರಗಳು ಮತ್ತು ಜಾತಕದೊಂದಿಗೆ xyxy=(236,2100,437,2243)
story8-photo xyxy=(885,1899,1510,2172)
story2-col1: ಭಾರತ ವೈಭವ : ಸಂತೋಷ ಬಿಜಿ ಪಾಟೀಲ (೯೪೪೮೮೫೧೧೧೧) ಬೀದರ್: ರೋಟರಿ ಕ್ಲಬ್ ಆಫ್ ಬೀದರ್ ಫೋರ್ಟ್ ನೂತನ ಅಧ್ಯಕ್ಷರಾಗಿ ಡಾ. ಉಲ್ಲಾಸ್ ಕಟ್ಟಿಮನಿ, ಕಾರ್ಯದರ್ಶಿಯಾಗಿ ಆನಂದಕುಮಾರ ಪೊಬ್ಬಾ ಅವರು ಅಧಿಕಾರ ಸ್ವೀಕರಿಸಿದರು. ನಗರದ ಹೊಟೇಲ್‌ನಲ್ಲಿ ನಡೆದ ಪದಗ್ರಹಣ ಸಮಾರಂಭದಲ್ಲಿ ರೋಟರಿ ಜಿಲ್ಲಾ ಗವರ್ನರ್ ಪದಗ್ರಹಣ ನೆರವೇರಿಸಿದರು. ರೋಟರಿ ಜಿಲ್ಲೆಯ ಮಾಜಿ ಅಧ್ಯಕ್ಷರು ಹಾಗೂ ಸದಸ್ಯರು ಉಪಸ್ಥಿತರಿದ್ದರು. xyxy=(885,506,1086,685)
masthead-title: ಭಾರತ ವೈಭವ xyxy=(81,19,308,78)
story6-headline-2: ಲಿಂಗಾಯತ ಜಂಗಮ ಮಹೇಶ್ವರ ವಿವಾಹ ಪರಿಚಯ xyxy=(81,1757,595,1794)
story1-photo-left xyxy=(21,252,434,442)
story3-rule xyxy=(885,809,1519,810)
story4-col1: ವರದಿ: ಚಂದ್ರಕಾಂತ ಕಾಂಬಳೆ ಕಾಗಾವಾಡ. ಕಾಗವಾಡ: ಸರ್ಕಾರ ಸಮುದಾಯ ಭವನಗಳಿಗೆ ಹೆಚ್ಚಿನ ಅನುದಾನ ನೀಡುತ್ತಿದ್ದು ಸಾರ್ವಜನಿಕರು ಅದರ ಸದುಪಯೋಗ ಪಡೆಸಿಕೊಳ್ಳಬೇಕೆಂದು ಶಾಸಕ ರಾಜು ಕಾಗೆ ಹೇಳಿದರು. ಅವರು ಗುರುವಾರ ದಿ.೧೭ ರಂದು ಕಾಗವಾಡ ಮತಕ್ಷೇತ್ರದ ಬನಹಟ್ಟಿ ಗ್ರಾಮದ ಪ್ರಸ್ಥಾನಿತ ಯುವಕ ಮಂಡಳದ ಸಮುದಾಯ ಭವನ ಹಾಗೂ ನಾಯಿಕ ಓಣಿಯಲ್ಲಿ ಸಮುದಾಯ ಭವನ, ಮೋಳೆ ಗ್ರಾಮದ ಕೋಳಿಕರ ಓಣಿಯಲ್ಲಿ ಸಮುದಾಯ ಭವನ, ಶಿವ ಬಸವ ಭಜನಾ ಮಂಡಳ ಹತ್ತಿರ ಸಮುದಾಯ ಭವನ ನಿರ್ಮಾಣಕ್ಕಾಗಿ ಭೂಮಿಪೂಜೆ ನೆರವೇರಿಸಿ ಮಾತನಾಡುತ್ತಿದ್ದರು. ಸಮುದಾಯ ಭವನಗಳಲ್ಲಿ ಸಾರ್ವಜನಿಕರು ಹಾಗೂ ಮಹಿಳೆಯರು ಸಭೆ ಸಮಾರಂಭ ನಡೆಸುವ ಕಾರ್ಯಗಳನ್ನು ಹಮ್ಮಿಕೊಂಡು ಅವುಗಳ ಸದುಪಯೋಗ xyxy=(21,1328,223,1600)
story1-col3: ತವರು ಮನೆ ಇದ್ದಂತೆ ಪೂಜ್ಯರು ಬಸವತತ್ವ ಆರಾಧಕರನ್ನು ನಾಡಿಗೆ ಪರಿಚಯಿಸುವ ಕೆಲಸ ಮಾಡುತ್ತಿದ್ದಾರೆ. ಪೂಜ್ಯರ ಅಮೃತ ಮಹೋತ್ಸವಕ್ಕೆ ವಹಿಸಿದ ಜವಾಬ್ದಾರಿಯನ್ನು ಚಾಚೂ ತಪ್ಪದೆ ಪಾಲಿಸುತ್ತೇನೆ ಎಂದು ತಿಳಿಸಿದರು. ಪೀಠಾಧಿಪತಿ ಗುರುಬಸವ ಪಟ್ಟದ್ದೇವರು ಮಾತನಾಡಿ, ಶಿಕ್ಷಕರಾಗುವ ಕನಸು ಕಂಡಿದ್ದ ಪೂಜ್ಯರು ಶ್ರೀಮಠಕ್ಕೆ ಪೀಠಾಧಿಪತಿ ಆಗಿರುವುದು ವಿಶೇಷವಾಗಿದೆ. ಅಧಿಕ ಸಂಕಷ್ಟದ ಸಮಯದಲ್ಲಿ ಶ್ರೀಮಠವನ್ನು ಮುನ್ನಡೆಸಿ ಇಂದು ರಾಜ್ಯ ದೇಶದ ಗಮನ ಸೆಳೆಯುವಂತೆ ಮಾಡಿದ್ದಾರೆ. ಅನೇಕ ವಿಧಾಯಕ ಕಾರ್ಯಗಳ ಮೂಲಕ ಶ್ರೀಮಠದ ಕೀರ್ತಿ ಹೆಚ್ಚಿಸಿರುವ ಪೂಜ್ಯರು ಬಸವತತ್ವ ಪ್ರಚಾರಕ್ಕಾಗಿ ಗುಣಾತ್ಮಕ ಶಿಕ್ಷಣ ಕೊಡುವ ಕೆಲಸ ಮಾಡುತ್ತಿದ್ದಾರೆ. ಪೂಜ್ಯರ ಅಮೃತ ಮಹೋತ್ಸವ ಅರ್ಥಪೂರ್ಣವಾಗಿ xyxy=(450,763,652,1016)
issue-page-number: Page No 5 xyxy=(1049,23,1150,43)
story3-col1: ಭಾರತ ವೈಭವ : ಸಂತೋಷ ಬಿಜಿ ಪಾಟೀಲ (೯೪೪೮೮೫೧೧೧೧) ಭಾಲ್ಕಿ: ತಾಲೂಕಿನ ಖಟಕಚಿಂಚೋಳಿ ಗ್ರಾಮದ ಹುಗ್ಗೆಲ್ಲಿ ಹಿರೇಮಠ ಸಂಸ್ಥಾನದಲ್ಲಿ ಜು.೨೦ ರಂದು ರವಿವಾರ ಬೆಳಗ್ಗೆ ೧೦ ಗಂಟೆಗೆ, ೨೦೨೫ನೇ ಸಾಲಿನ ತಾಲೂಕು ಮಟ್ಟದ ಪತ್ರಿಕಾ ದಿನಾಚರಣೆ ಆಚರಿಸಲಾಗುತ್ತಿದೆ ಎಂದು ಹುಗ್ಗೆಲ್ಲಿ ಹಿರೇಮಠ ಸಂಸ್ಥಾನದ ಶ್ರೀ ಬಸವಲಿಂಗ ಸ್ವಾಮೀಜಿ ತಿಳಿಸಿದ್ದಾರೆ. ಈ ಕುರಿತು ಪ್ರಕಟಣೆ ಹೊರಡಿಸಿದ ಅವರು, ಹುಗ್ಗೆಲ್ಲಿ ಹಿರೇಮಠ ಸಂಸ್ಥಾನ ಖಟಕಚಿಂಚೋಳಿ ಹಾಗೂ ಕರ್ನಾಟಕ ಕಾರ್ಯನಿರತ ಪತ್ರಕರ್ತರ ಸಂಘದ ತಾಲೂಕು ಘಟಕ ಭಾಲ್ಕಿಯ ವತಿಯಿಂದ ೨೦೨೫ನೇ ಸಾಲಿನ ಪತ್ರಿಕಾದಿನಾಚರಣೆ xyxy=(885,870,1086,1086)
story5-headline-1: ಕೋರವಾರದಲ್ಲಿ ೨೦ಎಕರೆ ಲಗಂಟೆಗಳಲ್ಲಿ ಕುಂಟೆ xyxy=(982,1275,1421,1309)
story2-rule xyxy=(885,499,1519,500)
